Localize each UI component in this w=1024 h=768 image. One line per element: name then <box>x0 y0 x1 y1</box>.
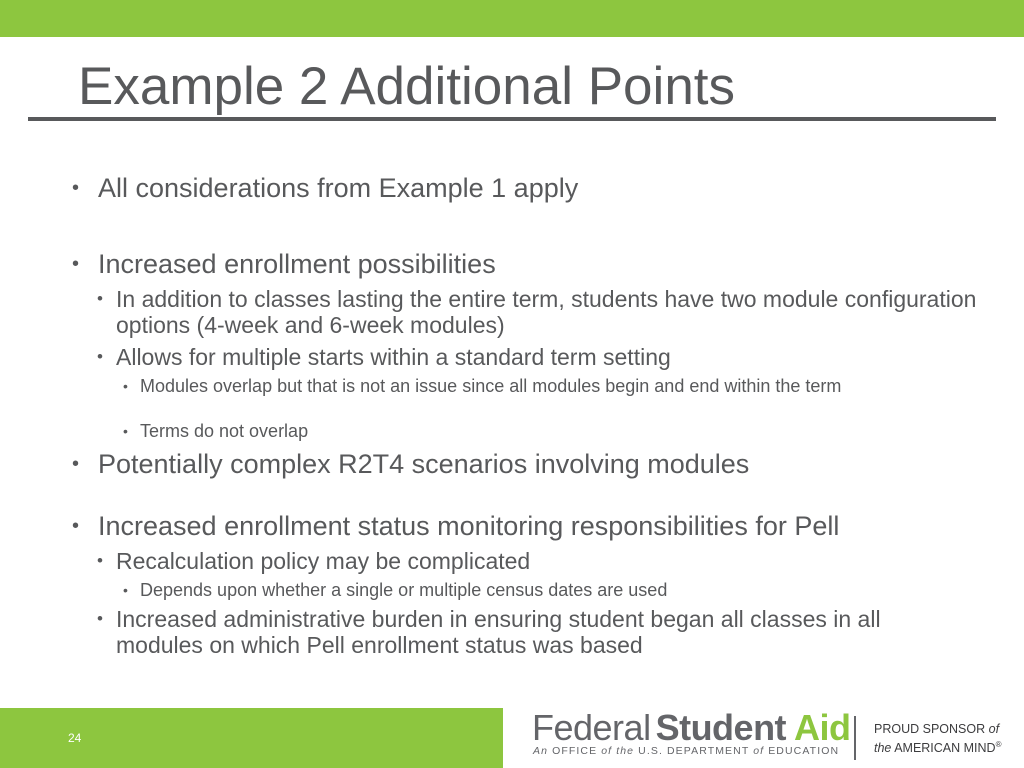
bullet-dot: • <box>72 453 80 475</box>
bullet-dot: • <box>72 177 80 199</box>
bullet-text: Recalculation policy may be complicated <box>116 548 531 574</box>
slide-title: Example 2 Additional Points <box>78 57 736 116</box>
bullet-item <box>123 376 943 397</box>
bullet-dot: • <box>72 515 80 537</box>
logo-sponsor-text: PROUD SPONSOR of the AMERICAN MIND® <box>874 722 1002 756</box>
logo-wordmark <box>532 707 851 748</box>
bullet-text: Modules overlap but that is not an issue since all modules begin and end within the term <box>140 376 842 396</box>
bullet-text: All considerations from Example 1 apply <box>98 173 579 203</box>
bullet-text: Terms do not overlap <box>140 421 309 441</box>
page-number: 24 <box>68 731 82 745</box>
bullet-dot: • <box>97 551 103 570</box>
logo-tagline: An OFFICE of the U.S. DEPARTMENT of EDUCATION <box>533 745 840 757</box>
federal-student-aid-logo <box>532 707 1012 762</box>
title-underline <box>28 117 996 121</box>
bullet-item <box>72 248 972 280</box>
logo-word-student: Student <box>655 707 787 748</box>
bullet-item <box>97 286 977 338</box>
bullet-dot: • <box>72 253 80 275</box>
bullet-dot: • <box>123 378 128 394</box>
bullet-text: In addition to classes lasting the entire term, students have two module configuration options (4-week and 6-week modules) <box>116 286 977 338</box>
bullet-text: Potentially complex R2T4 scenarios involving modules <box>98 449 750 479</box>
bullet-item <box>72 172 972 204</box>
logo-word-federal: Federal <box>532 707 651 748</box>
bullet-item <box>123 421 943 442</box>
bullet-text: Depends upon whether a single or multiple census dates are used <box>140 580 668 600</box>
bullet-text: Allows for multiple starts within a standard term setting <box>116 344 671 370</box>
logo-word-aid: Aid <box>794 707 851 748</box>
bullet-dot: • <box>97 347 103 366</box>
top-accent-band <box>0 0 1024 37</box>
bullet-item <box>97 344 977 370</box>
bullet-item <box>72 448 972 480</box>
bullet-item <box>72 510 992 542</box>
bullet-dot: • <box>97 289 103 308</box>
bullet-item <box>123 580 943 601</box>
bullet-item <box>97 606 967 658</box>
bullet-text: Increased enrollment possibilities <box>98 249 496 279</box>
bullet-dot: • <box>123 423 128 439</box>
bullet-item <box>97 548 977 574</box>
bullet-text: Increased enrollment status monitoring responsibilities for Pell <box>98 511 840 541</box>
bullet-text: Increased administrative burden in ensuring student began all classes in all modules on which Pell enrollment status was based <box>116 606 881 658</box>
bullet-dot: • <box>97 609 103 628</box>
logo-divider <box>854 716 856 760</box>
bullet-dot: • <box>123 582 128 598</box>
